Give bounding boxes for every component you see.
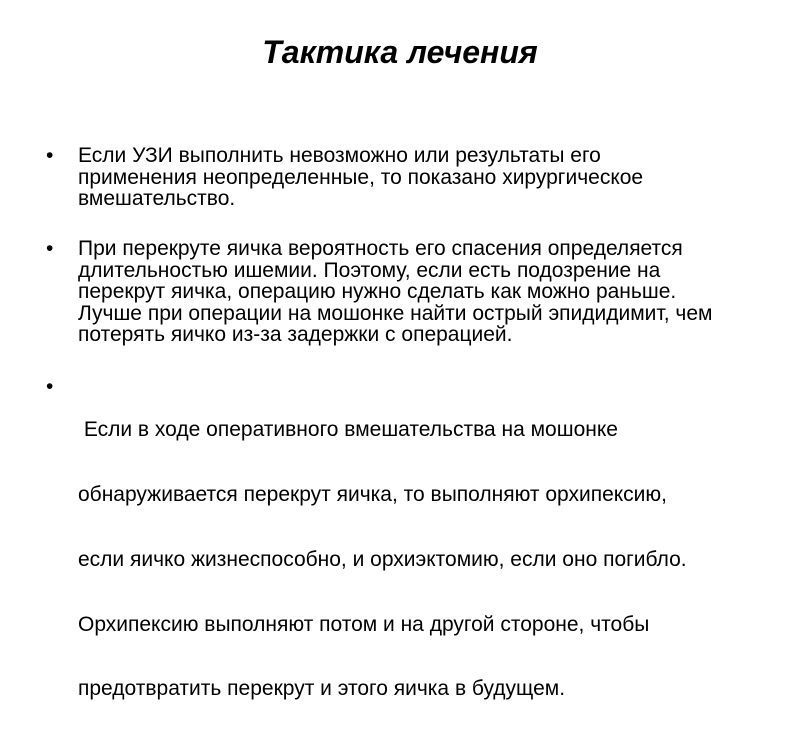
- bullet-line: длительностью ишемии. Поэтому, если есть подозрение на: [78, 258, 661, 282]
- bullet-text: [78, 145, 778, 210]
- bullet-line: Орхипексию выполняют потом и на другой стороне, чтобы: [78, 612, 650, 636]
- bullet-marker: •: [46, 144, 54, 167]
- bullet-line: потерять яичко из-за задержки с операцией.: [78, 323, 513, 347]
- bullet-line: обнаруживается перекрут яичка, то выполняют орхипексию,: [78, 482, 667, 506]
- bullet-line: Если УЗИ выполнить невозможно или результаты его: [78, 144, 601, 167]
- bullet-line: если яичко жизнеспособно, и орхиэктомию, если оно погибло.: [78, 547, 687, 571]
- bullet-marker: •: [46, 237, 54, 260]
- bullet-line: Если в ходе оперативного вмешательства на мошонке: [78, 418, 618, 442]
- bullet-line: Лучше при операции на мошонке найти острый эпидидимит, чем: [78, 301, 713, 325]
- bullet-text: [78, 238, 778, 346]
- bullet-line: При перекруте яичка вероятность его спасения определяется: [78, 237, 683, 260]
- slide-title: Тактика лечения: [262, 34, 538, 70]
- bullet-text: [78, 376, 778, 743]
- bullet-marker: •: [46, 375, 54, 398]
- bullet-line: применения неопределенные, то показано хирургическое: [78, 165, 644, 189]
- bullet-line: предотвратить перекрут и этого яичка в будущем.: [78, 677, 566, 701]
- bullet-line: перекрут яичка, операцию нужно сделать как можно раньше.: [78, 280, 677, 304]
- bullet-line: вмешательство.: [78, 187, 236, 211]
